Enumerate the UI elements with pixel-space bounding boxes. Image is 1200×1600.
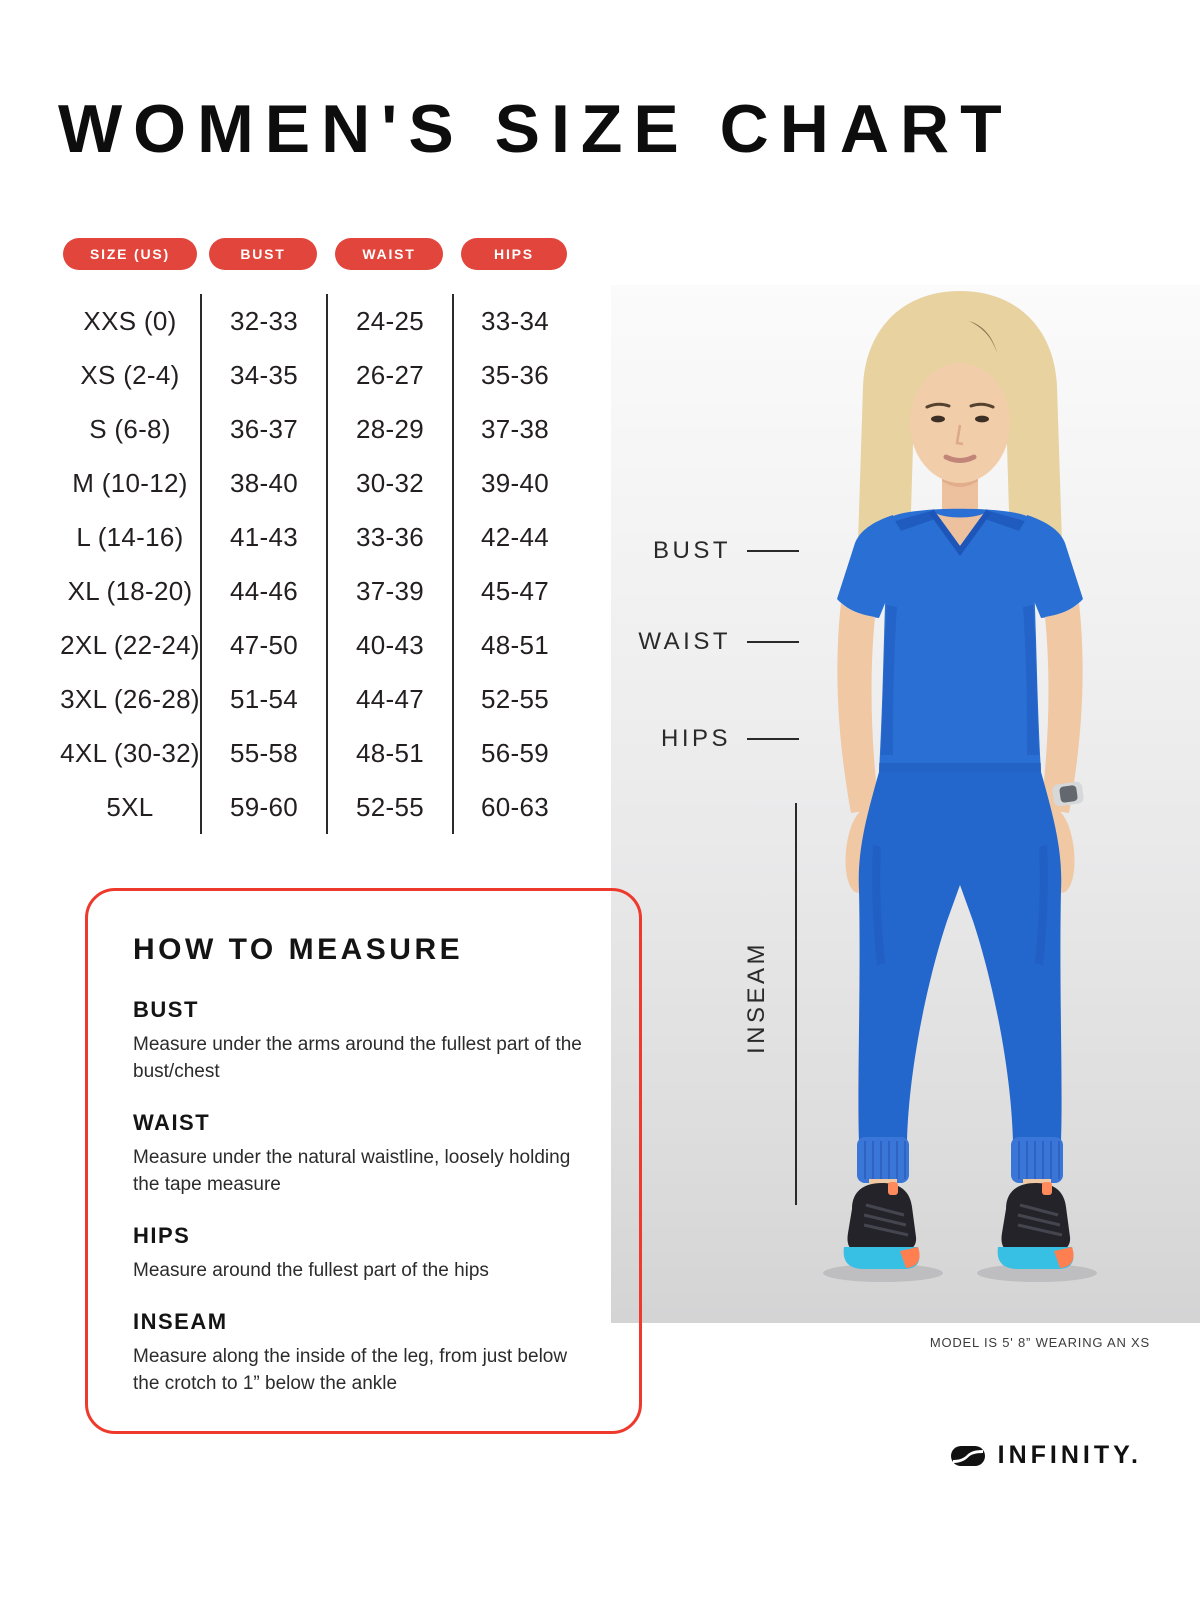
cell-hips: 56-59 <box>452 726 576 780</box>
cell-size: L (14-16) <box>76 521 184 552</box>
cell-size: 3XL (26-28) <box>60 683 200 714</box>
column-header-hips: HIPS <box>461 238 568 270</box>
cell-waist: 28-29 <box>326 402 452 456</box>
cell-bust: 36-37 <box>200 402 326 456</box>
cell-bust: 34-35 <box>200 348 326 402</box>
cell-size: M (10-12) <box>72 467 188 498</box>
header-cell <box>452 238 576 270</box>
cell-hips: 48-51 <box>452 618 576 672</box>
header-cell <box>326 238 452 270</box>
hips-pointer-line <box>747 738 799 740</box>
cell-bust: 51-54 <box>200 672 326 726</box>
cell-waist: 48-51 <box>326 726 452 780</box>
cell-size: 5XL <box>106 791 154 822</box>
table-row <box>60 294 576 348</box>
cell-hips: 42-44 <box>452 510 576 564</box>
table-row <box>60 348 576 402</box>
cell-size: 4XL (30-32) <box>60 737 200 768</box>
cell-bust: 38-40 <box>200 456 326 510</box>
cell-bust: 47-50 <box>200 618 326 672</box>
cell-size: 2XL (22-24) <box>60 629 200 660</box>
cell-bust: 44-46 <box>200 564 326 618</box>
column-header-waist: WAIST <box>335 238 443 270</box>
cell-hips: 33-34 <box>452 294 576 348</box>
how-to-item-label: WAIST <box>133 1109 211 1135</box>
column-header-bust: BUST <box>209 238 317 270</box>
how-to-item-label: BUST <box>133 997 199 1022</box>
column-header-size: SIZE (US) <box>63 238 197 270</box>
cell-waist: 40-43 <box>326 618 452 672</box>
cell-size: XL (18-20) <box>67 575 193 606</box>
header-cell <box>200 238 326 270</box>
how-to-item-hips <box>133 1223 599 1285</box>
infinity-loop-icon <box>950 1444 986 1468</box>
cell-hips: 60-63 <box>452 780 576 834</box>
cell-hips: 35-36 <box>452 348 576 402</box>
how-to-measure-box <box>85 888 642 1434</box>
cell-hips: 39-40 <box>452 456 576 510</box>
cell-size: S (6-8) <box>89 413 171 444</box>
size-table-rows <box>60 294 576 834</box>
how-to-item-waist <box>133 1110 599 1199</box>
table-row <box>60 510 576 564</box>
how-to-item-text: Measure along the inside of the leg, from just below the crotch to 1” below the ankle <box>133 1345 568 1394</box>
cell-bust: 32-33 <box>200 294 326 348</box>
brand-name: INFINITY. <box>997 1441 1142 1469</box>
figure-label-waist <box>627 628 799 656</box>
cell-hips: 52-55 <box>452 672 576 726</box>
how-to-measure-heading: HOW TO MEASURE <box>133 933 464 966</box>
figure-label-hips <box>627 725 799 753</box>
size-table <box>60 238 576 834</box>
cell-size: XS (2-4) <box>80 359 180 390</box>
how-to-item-bust <box>133 997 599 1086</box>
header-cell <box>60 238 200 270</box>
cell-waist: 37-39 <box>326 564 452 618</box>
cell-waist: 44-47 <box>326 672 452 726</box>
how-to-item-label: HIPS <box>133 1222 191 1248</box>
cell-waist: 24-25 <box>326 294 452 348</box>
cell-waist: 30-32 <box>326 456 452 510</box>
table-row <box>60 456 576 510</box>
how-to-item-text: Measure under the arms around the fullest part of the bust/chest <box>133 1034 582 1082</box>
waist-pointer-line <box>747 641 799 643</box>
cell-bust: 41-43 <box>200 510 326 564</box>
smartwatch <box>1052 781 1085 807</box>
cell-bust: 59-60 <box>200 780 326 834</box>
table-row <box>60 402 576 456</box>
waist-label: WAIST <box>638 628 731 655</box>
cell-hips: 37-38 <box>452 402 576 456</box>
table-row <box>60 672 576 726</box>
model-illustration <box>611 285 1200 1323</box>
model-photo-area <box>611 285 1200 1323</box>
how-to-item-text: Measure under the natural waistline, loosely holding the tape measure <box>133 1146 571 1195</box>
bust-pointer-line <box>747 550 799 552</box>
bust-label: BUST <box>652 537 731 564</box>
how-to-item-inseam <box>133 1309 599 1398</box>
cell-hips: 45-47 <box>452 564 576 618</box>
brand-logo <box>950 1441 1142 1470</box>
table-row <box>60 618 576 672</box>
inseam-label: INSEAM <box>743 940 770 1054</box>
cell-bust: 55-58 <box>200 726 326 780</box>
inseam-pointer-line <box>795 803 797 1205</box>
figure-label-bust <box>627 537 799 565</box>
table-row <box>60 780 576 834</box>
model-caption: MODEL IS 5' 8” WEARING AN XS <box>929 1335 1150 1350</box>
cell-waist: 33-36 <box>326 510 452 564</box>
table-row <box>60 726 576 780</box>
size-table-header-row <box>60 238 576 270</box>
page-title: WOMEN'S SIZE CHART <box>58 91 1013 167</box>
cell-size: XXS (0) <box>83 305 177 336</box>
how-to-item-label: INSEAM <box>133 1308 228 1334</box>
cell-waist: 26-27 <box>326 348 452 402</box>
how-to-item-text: Measure around the fullest part of the hips <box>133 1259 489 1281</box>
hips-label: HIPS <box>660 725 731 752</box>
table-row <box>60 564 576 618</box>
cell-waist: 52-55 <box>326 780 452 834</box>
